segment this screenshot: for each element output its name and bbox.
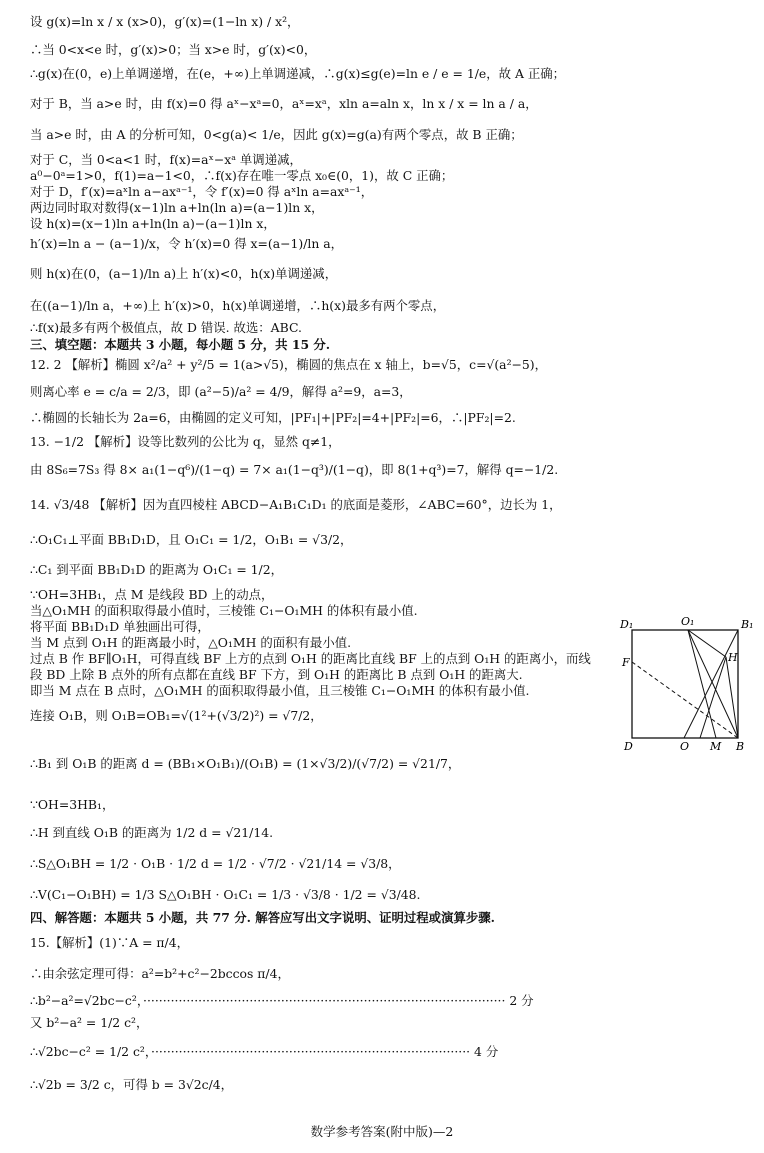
label-h: H [728, 651, 738, 664]
text-line: 即当 M 点在 B 点时，△O₁MH 的面积取得最小值，且三棱锥 C₁−O₁MH 的体积有最小值. [30, 683, 530, 698]
text-line: 连接 O₁B，则 O₁B=OB₁=√(1²+(√3/2)²) = √7/2， [30, 708, 323, 723]
text-line: 段 BD 上除 B 点外的所有点都在直线 BF 下方，到 O₁H 的距离比 B 点到 O₁H 的距离大. [30, 667, 523, 682]
text-line: 设 h(x)=(x−1)ln a+ln(ln a)−(a−1)ln x， [30, 216, 276, 231]
text-line: 当△O₁MH 的面积取得最小值时，三棱锥 C₁−O₁MH 的体积有最小值. [30, 603, 418, 618]
text-line: 15.【解析】(1)∵A = π/4， [30, 935, 190, 950]
label-f: F [622, 656, 630, 669]
text-line: 对于 C，当 0<a<1 时，f(x)=aˣ−xᵃ 单调递减， [30, 152, 302, 167]
text-line: ∴g(x)在(0，e)上单调递增，在(e，+∞)上单调递减，∴g(x)≤g(e)=ln e / e = 1/e，故 A 正确； [30, 66, 566, 81]
label-m: M [710, 740, 722, 752]
text-line: 三、填空题：本题共 3 小题，每小题 5 分，共 15 分. [30, 337, 331, 352]
text-line: ∴V(C₁−O₁BH) = 1/3 S△O₁BH · O₁C₁ = 1/3 · √3/8 · 1/2 = √3/48. [30, 887, 421, 902]
text-line: ∴O₁C₁⊥平面 BB₁D₁D，且 O₁C₁ = 1/2，O₁B₁ = √3/2， [30, 532, 353, 547]
label-d: D [624, 740, 633, 752]
text-line: 12. 2 【解析】椭圆 x²/a² + y²/5 = 1(a>√5)，椭圆的焦点在 x 轴上，b=√5，c=√(a²−5)， [30, 357, 548, 372]
text-line: 设 g(x)=ln x / x (x>0)，g′(x)=(1−ln x) / x²， [30, 14, 300, 29]
text-line: ∴由余弦定理可得：a²=b²+c²−2bccos π/4， [30, 966, 290, 981]
label-b: B [736, 740, 745, 752]
text-line: h′(x)=ln a − (a−1)/x，令 h′(x)=0 得 x=(a−1)/ln a， [30, 236, 344, 251]
text-line: 四、解答题：本题共 5 小题，共 77 分. 解答应写出文字说明、证明过程或演算步骤. [30, 910, 495, 925]
text-line: ∴椭圆的长轴长为 2a=6，由椭圆的定义可知，|PF₁|+|PF₂|=4+|PF₂|=6，∴|PF₂|=2. [30, 410, 516, 425]
text-line: 14. √3/48 【解析】因为直四棱柱 ABCD−A₁B₁C₁D₁ 的底面是菱形，∠ABC=60°，边长为 1， [30, 497, 562, 512]
rectangle-outline [632, 630, 738, 738]
label-o1: O₁ [681, 615, 695, 628]
text-line: 又 b²−a² = 1/2 c²， [30, 1015, 149, 1030]
dashed-line-bf [632, 662, 738, 738]
plane-bb1d1d-figure [618, 612, 758, 752]
label-o: O [680, 740, 690, 752]
text-line: 对于 D，f′(x)=aˣln a−axᵃ⁻¹，令 f′(x)=0 得 aˣln a=axᵃ⁻¹， [30, 184, 374, 199]
text-line: ∴√2b = 3/2 c，可得 b = 3√2c/4， [30, 1077, 234, 1092]
text-line: 过点 B 作 BF∥O₁H，可得直线 BF 上方的点到 O₁H 的距离比直线 BF 上的点到 O₁H 的距离小，而线 [30, 651, 591, 666]
text-line: ∴f(x)最多有两个极值点，故 D 错误. 故选：ABC. [30, 320, 302, 335]
label-d1: D₁ [620, 618, 634, 631]
text-line: ∴b²−a²=√2bc−c²，···························································································· 2 分 [30, 993, 534, 1008]
text-line: 两边同时取对数得(x−1)ln a+ln(ln a)=(a−1)ln x， [30, 200, 324, 215]
text-line: 对于 B，当 a>e 时，由 f(x)=0 得 aˣ−xᵃ=0，aˣ=xᵃ，xln a=aln x，ln x / x = ln a / a， [30, 96, 538, 111]
text-line: ∵OH=3HB₁， [30, 797, 115, 812]
text-line: a⁰−0ᵃ=1>0，f(1)=a−1<0，∴f(x)存在唯一零点 x₀∈(0，1)，故 C 正确； [30, 168, 454, 183]
text-line: 则离心率 e = c/a = 2/3，即 (a²−5)/a² = 4/9，解得 a²=9，a=3， [30, 384, 412, 399]
geometry-diagram [618, 612, 758, 752]
text-line: ∴当 0<x<e 时，g′(x)>0；当 x>e 时，g′(x)<0， [30, 42, 317, 57]
text-line: 将平面 BB₁D₁D 单独画出可得， [30, 619, 210, 634]
text-line: ∴S△O₁BH = 1/2 · O₁B · 1/2 d = 1/2 · √7/2 · √21/14 = √3/8， [30, 856, 401, 871]
page-footer: 数学参考答案(附中版)—2 [310, 1124, 454, 1139]
text-line: 由 8S₆=7S₃ 得 8× a₁(1−q⁶)/(1−q) = 7× a₁(1−q³)/(1−q)，即 8(1+q³)=7，解得 q=−1/2. [30, 462, 559, 477]
text-line: 在((a−1)/ln a，+∞)上 h′(x)>0，h(x)单调递增，∴h(x)最多有两个零点， [30, 298, 446, 313]
label-b1: B₁ [741, 618, 754, 631]
text-line: 13. −1/2 【解析】设等比数列的公比为 q，显然 q≠1， [30, 434, 341, 449]
text-line: 则 h(x)在(0，(a−1)/ln a)上 h′(x)<0，h(x)单调递减， [30, 266, 338, 281]
text-line: ∴B₁ 到 O₁B 的距离 d = (BB₁×O₁B₁)/(O₁B) = (1×√3/2)/(√7/2) = √21/7， [30, 756, 461, 771]
text-line: ∵OH=3HB₁，点 M 是线段 BD 上的动点， [30, 587, 274, 602]
text-line: ∴C₁ 到平面 BB₁D₁D 的距离为 O₁C₁ = 1/2， [30, 562, 283, 577]
text-line: ∴H 到直线 O₁B 的距离为 1/2 d = √21/14. [30, 825, 274, 840]
text-line: ∴√2bc−c² = 1/2 c²，················································································· 4 分 [30, 1044, 499, 1059]
text-line: 当 M 点到 O₁H 的距离最小时，△O₁MH 的面积有最小值. [30, 635, 352, 650]
text-line: 当 a>e 时，由 A 的分析可知，0<g(a)< 1/e，因此 g(x)=g(a)有两个零点，故 B 正确； [30, 127, 523, 142]
